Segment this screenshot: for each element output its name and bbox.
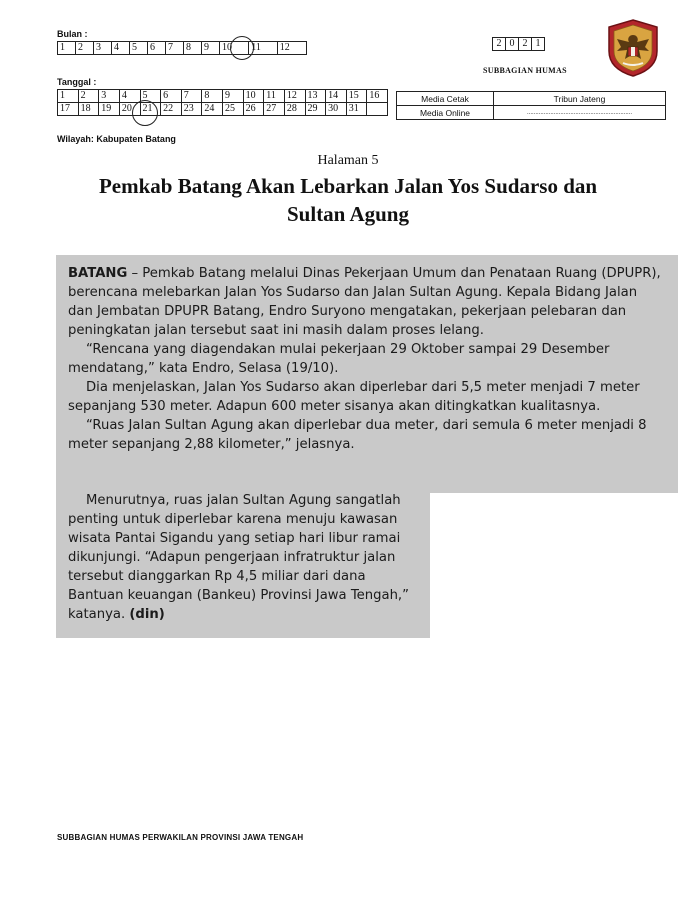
- month-cell: 9: [202, 42, 220, 55]
- month-cell: 4: [112, 42, 130, 55]
- date-cell: 8: [202, 90, 223, 103]
- month-cell: 10: [220, 42, 249, 55]
- paragraph-1-text: – Pemkab Batang melalui Dinas Pekerjaan Umum dan Penataan Ruang (DPUPR), berencana melebarkan Jalan Yos Sudarso dan Jalan Sultan Agung. Kepala Bidang Jalan dan Jembatan DPUPR Batang, Endro Suryono mengatakan, pekerjaan pelebaran dan peningkatan jalan tersebut saat ini masih dalam proses lelang.: [68, 266, 661, 338]
- paragraph-4: “Ruas Jalan Sultan Agung akan diperlebar dua meter, dari semula 6 meter menjadi 8 meter sepanjang 2,88 kilometer,” jelasnya.: [68, 418, 647, 452]
- date-cell: 12: [284, 90, 305, 103]
- page-number: Halaman 5: [317, 153, 379, 168]
- date-cell: 6: [161, 90, 182, 103]
- media-cetak-value: Tribun Jateng: [494, 92, 666, 106]
- date-cell: 22: [161, 103, 182, 116]
- date-cell: 27: [264, 103, 285, 116]
- date-cell: 14: [326, 90, 347, 103]
- date-cell: 3: [99, 90, 120, 103]
- selected-date-circle: [132, 100, 158, 126]
- date-cell: 17: [58, 103, 79, 116]
- month-cell: 8: [184, 42, 202, 55]
- month-cell: 2: [76, 42, 94, 55]
- date-grid: [57, 89, 388, 116]
- media-online-label: Media Online: [397, 106, 494, 120]
- title-line-2: Sultan Agung: [287, 202, 409, 226]
- selected-month-circle: [230, 36, 254, 60]
- media-table: [396, 91, 666, 120]
- date-cell: 16: [367, 90, 388, 103]
- dateline: BATANG: [68, 266, 128, 281]
- date-cell: 25: [223, 103, 244, 116]
- garuda-emblem-logo: [603, 17, 663, 79]
- paragraph-1: [68, 264, 664, 340]
- year-digit-cell: 0: [506, 38, 519, 51]
- date-cell: 20: [119, 103, 140, 116]
- subbagian-humas: SUBBAGIAN HUMAS: [483, 66, 567, 75]
- date-cell: 24: [202, 103, 223, 116]
- date-cell: 11: [264, 90, 285, 103]
- date-cell: 30: [326, 103, 347, 116]
- month-cell: 12: [277, 42, 306, 55]
- date-cell: 7: [181, 90, 202, 103]
- date-cell: 15: [346, 90, 367, 103]
- month-cell: 5: [130, 42, 148, 55]
- month-cell: 3: [94, 42, 112, 55]
- media-online-value: ...............................................................: [494, 106, 666, 120]
- month-cell: 6: [148, 42, 166, 55]
- clipping-text-bottom: [68, 491, 414, 624]
- date-cell: 21: [140, 103, 161, 116]
- date-cell: 29: [305, 103, 326, 116]
- paragraph-5: [68, 491, 414, 624]
- date-cell: 5: [140, 90, 161, 103]
- date-cell: 23: [181, 103, 202, 116]
- date-cell: 18: [78, 103, 99, 116]
- date-cell: 31: [346, 103, 367, 116]
- paragraph-3: Dia menjelaskan, Jalan Yos Sudarso akan diperlebar dari 5,5 meter menjadi 7 meter sepanjang 530 meter. Adapun 600 meter sisanya akan ditingkatkan kualitasnya.: [68, 380, 640, 414]
- paragraph-2: “Rencana yang diagendakan mulai pekerjaan 29 Oktober sampai 29 Desember mendatang,” kata Endro, Selasa (19/10).: [68, 342, 610, 376]
- clipping-text-top: [68, 264, 664, 454]
- date-cell: 10: [243, 90, 264, 103]
- date-cell: 28: [284, 103, 305, 116]
- date-cell: 9: [223, 90, 244, 103]
- year-digit-cell: 2: [519, 38, 532, 51]
- media-cetak-label: Media Cetak: [397, 92, 494, 106]
- year-digit-cell: 2: [493, 38, 506, 51]
- date-cell: 2: [78, 90, 99, 103]
- year-boxes: [492, 37, 545, 51]
- date-cell: 13: [305, 90, 326, 103]
- bulan-label: Bulan :: [57, 29, 88, 39]
- tanggal-label: Tanggal :: [57, 77, 97, 87]
- paragraph-5-text: Menurutnya, ruas jalan Sultan Agung sangatlah penting untuk diperlebar karena menuju kawasan wisata Pantai Sigandu yang setiap hari libur ramai dikunjungi. “Adapun pengerjaan infratruktur jalan tersebut dianggarkan Rp 4,5 miliar dari dana Bantuan keuangan (Bankeu) Provinsi Jawa Tengah,” katanya.: [68, 493, 409, 622]
- author-sign: (din): [129, 607, 165, 622]
- title-line-1: Pemkab Batang Akan Lebarkan Jalan Yos Sudarso dan: [98, 174, 598, 198]
- wilayah-label: Wilayah: Kabupaten Batang: [57, 134, 176, 144]
- year-digit-cell: 1: [532, 38, 545, 51]
- month-cell: 7: [166, 42, 184, 55]
- date-cell: 1: [58, 90, 79, 103]
- month-cell: 11: [249, 42, 277, 55]
- footer-text: SUBBAGIAN HUMAS PERWAKILAN PROVINSI JAWA TENGAH: [57, 833, 304, 842]
- month-cell: 1: [58, 42, 76, 55]
- date-cell: 19: [99, 103, 120, 116]
- date-cell: 4: [119, 90, 140, 103]
- date-cell: [367, 103, 388, 116]
- date-cell: 26: [243, 103, 264, 116]
- month-grid: [57, 41, 307, 55]
- article-title: [40, 172, 656, 228]
